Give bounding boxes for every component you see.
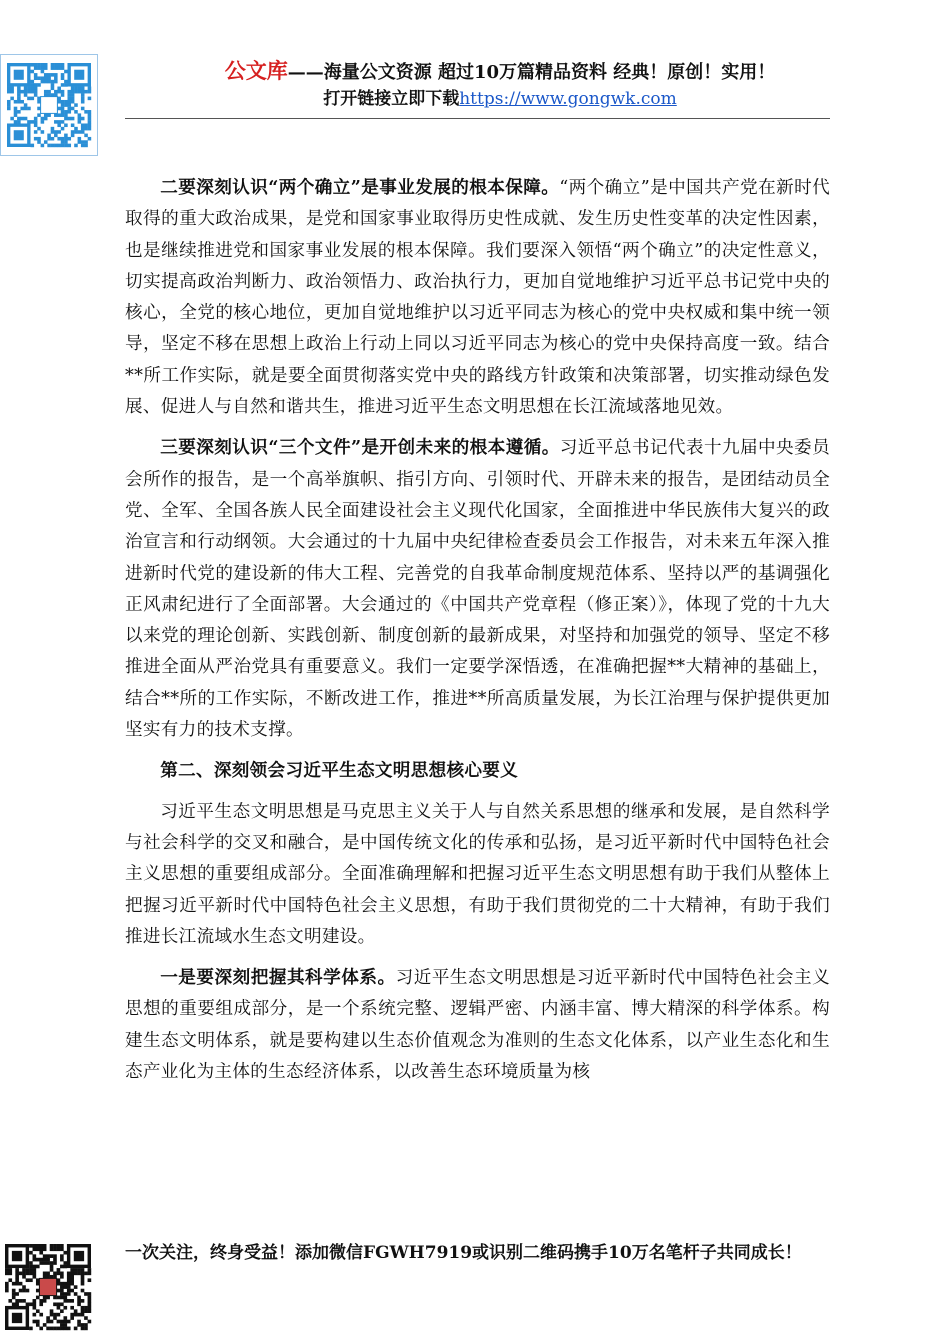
footer-promo: 一次关注，终身受益！添加微信FGWH7919或识别二维码携手10万名笔杆子共同成长！ — [125, 1243, 802, 1263]
paragraph — [125, 962, 830, 1088]
paragraph — [125, 172, 830, 423]
download-label: 打开链接立即下载 — [323, 89, 460, 109]
brand-name: 公文库 — [224, 58, 288, 83]
header-banner — [120, 58, 880, 86]
paragraph-text: 习近平生态文明思想是马克思主义关于人与自然关系思想的继承和发展，是自然科学与社会科学的交叉和融合，是中国传统文化的传承和弘扬，是习近平新时代中国特色社会主义思想的重要组成部分。全面准确理解和把握习近平生态文明思想有助于我们从整体上把握习近平新时代中国特色社会主义思想，有助于我们贯彻党的二十大精神，有助于我们推进长江流域水生态文明建设。 — [125, 801, 830, 947]
site-link[interactable]: https://www.gongwk.com — [459, 89, 677, 109]
header-divider — [125, 118, 830, 119]
qr-code-icon[interactable] — [0, 54, 98, 156]
paragraph-text: 习近平总书记代表十九届中央委员会所作的报告，是一个高举旗帜、指引方向、引领时代、开辟未来的报告，是团结动员全党、全军、全国各族人民全面建设社会主义现代化国家，全面推进中华民族伟大复兴的政治宣言和行动纲领。大会通过的十九届中央纪律检查委员会工作报告，对未来五年深入推进新时代党的建设新的伟大工程、完善党的自我革命制度规范体系、坚持以严的基调强化正风肃纪进行了全面部署。大会通过的《中国共产党章程（修正案）》，体现了党的十九大以来党的理论创新、实践创新、制度创新的最新成果，对坚持和加强党的领导、坚定不移推进全面从严治党具有重要意义。我们一定要学深悟透，在准确把握**大精神的基础上，结合**所的工作实际，不断改进工作，推进**所高质量发展，为长江治理与保护提供更加坚实有力的技术支撑。 — [125, 438, 830, 741]
paragraph-text: “两个确立”是中国共产党在新时代取得的重大政治成果，是党和国家事业取得历史性成就、发生历史性变革的决定性因素，也是继续推进党和国家事业发展的根本保障。我们要深入领悟“两个确立”的决定性意义，切实提高政治判断力、政治领悟力、政治执行力，更加自觉地维护习近平总书记党中央的核心，全党的核心地位，更加自觉地维护以习近平同志为核心的党中央权威和集中统一领导，坚定不移在思想上政治上行动上同以习近平同志为核心的党中央保持高度一致。结合**所工作实际，就是要全面贯彻落实党中央的路线方针政策和决策部署，切实推动绿色发展、促进人与自然和谐共生，推进习近平生态文明思想在长江流域落地见效。 — [125, 178, 830, 418]
header-tagline: ——海量公文资源 超过10万篇精品资料 经典！原创！实用！ — [287, 62, 776, 83]
paragraph-text: 习近平生态文明思想是习近平新时代中国特色社会主义思想的重要组成部分，是一个系统完整、逻辑严密、内涵丰富、博大精深的科学体系。构建生态文明体系，就是要构建以生态价值观念为准则的生态文化体系，以产业生态化和生态产业化为主体的生态经济体系，以改善生态环境质量为核 — [125, 968, 831, 1083]
document-body — [125, 172, 830, 1097]
site-header — [120, 58, 880, 112]
paragraph — [125, 432, 830, 746]
section-heading — [125, 755, 830, 787]
qr-code-icon[interactable] — [2, 1238, 94, 1336]
paragraph-lead: 一是要深刻把握其科学体系。 — [160, 967, 396, 989]
paragraph-lead: 二要深刻认识“两个确立”是事业发展的根本保障。 — [160, 177, 560, 198]
paragraph — [125, 797, 830, 953]
paragraph-lead: 三要深刻认识“三个文件”是开创未来的根本遵循。 — [160, 437, 560, 459]
section-heading-text: 第二、深刻领会习近平生态文明思想核心要义 — [160, 760, 519, 782]
download-line — [120, 86, 880, 112]
